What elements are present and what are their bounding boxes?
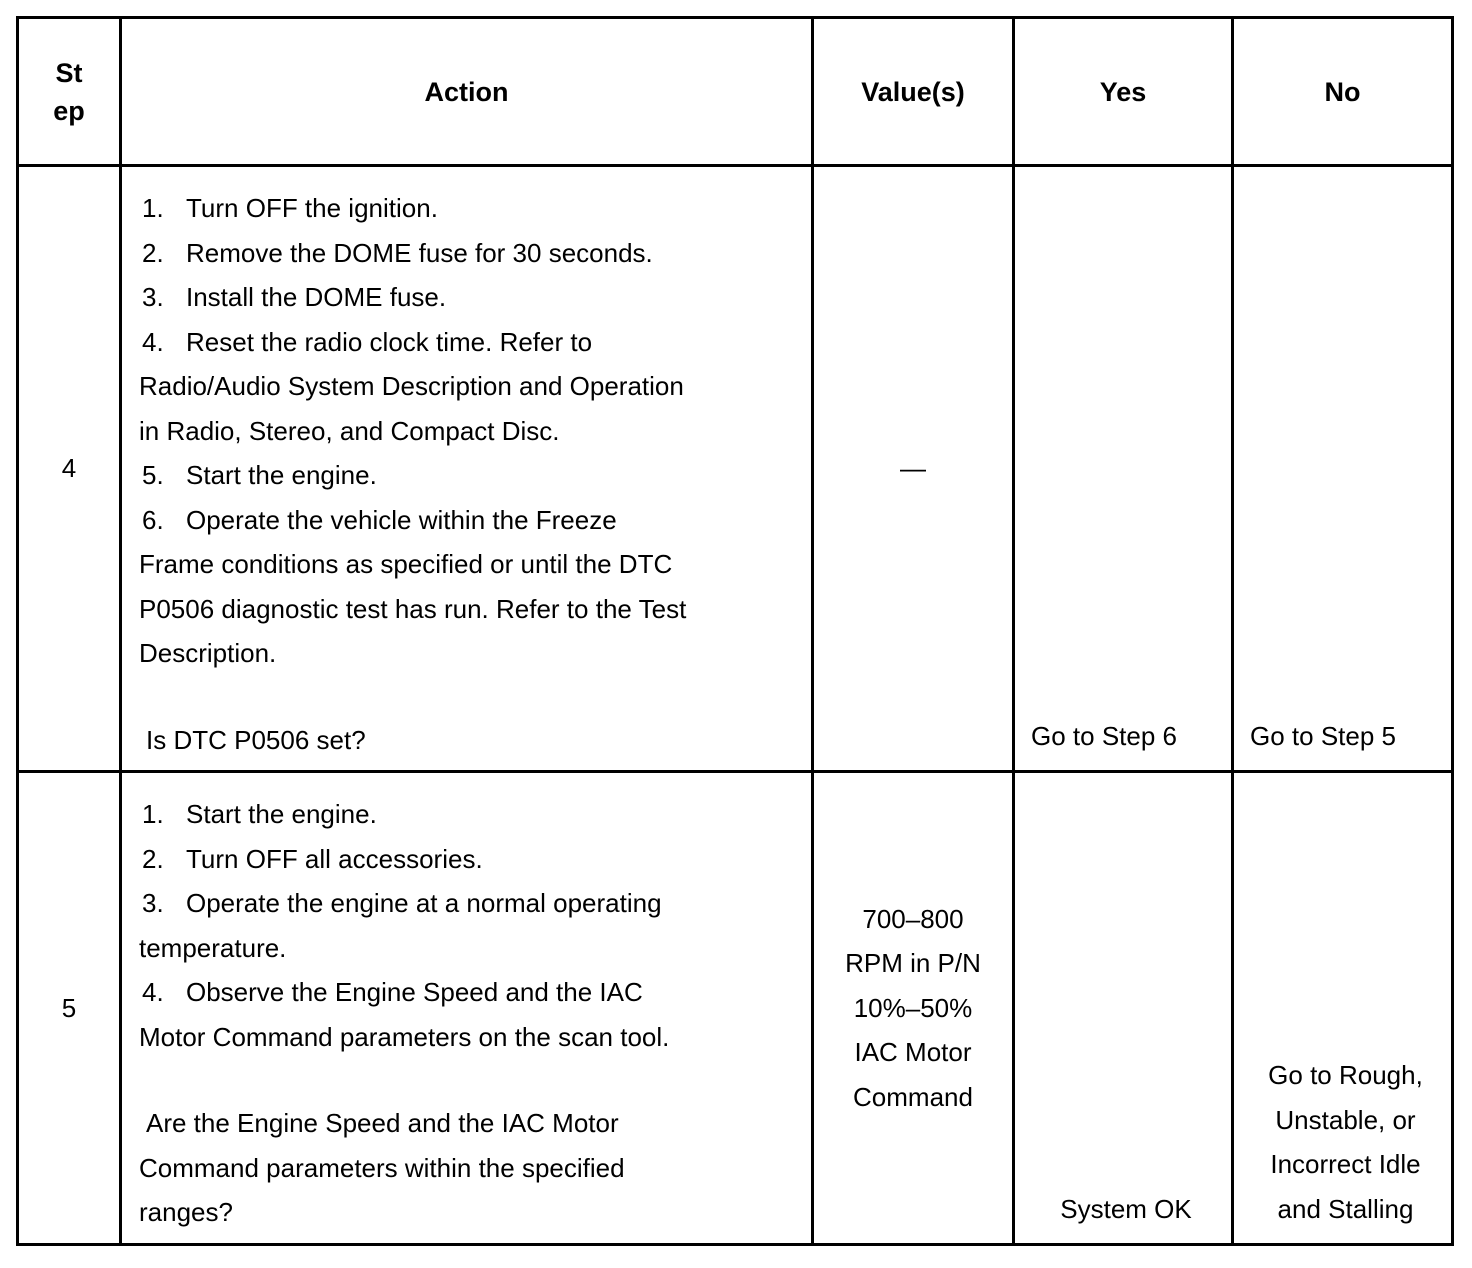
action-num: 3.: [142, 282, 164, 312]
no-cell: [1233, 772, 1453, 1245]
value-line: 10%–50%: [853, 992, 973, 1023]
action-item: [139, 231, 799, 276]
question-text: Is DTC P0506 set?: [146, 724, 366, 755]
action-item: [139, 970, 799, 1015]
action-num: 6.: [142, 504, 164, 535]
value-line: IAC Motor: [854, 1037, 972, 1068]
question-text: Are the Engine Speed and the IAC Motor: [146, 1108, 619, 1138]
action-item: [139, 498, 799, 543]
action-num: 4.: [142, 977, 164, 1007]
action-item: [139, 792, 799, 837]
action-text: Observe the Engine Speed and the IAC: [186, 977, 643, 1007]
action-num: 5.: [142, 460, 164, 490]
no-cell: [1233, 166, 1453, 772]
header-row: [18, 18, 1453, 166]
header-step-line2: ep: [53, 95, 85, 126]
action-num: 2.: [142, 843, 164, 874]
value-line: RPM in P/N: [845, 948, 981, 979]
action-text: Turn OFF all accessories.: [186, 843, 483, 874]
action-item: [139, 320, 799, 365]
action-item: [139, 186, 799, 231]
action-item-continuation: P0506 diagnostic test has run. Refer to the Test: [139, 593, 687, 624]
value-cell: [813, 772, 1014, 1245]
value-line: 700–800: [862, 903, 964, 934]
action-text: Operate the engine at a normal operating: [186, 888, 662, 918]
header-yes: Yes: [1014, 18, 1233, 166]
action-num: 1.: [142, 193, 164, 223]
action-text: Install the DOME fuse.: [186, 282, 447, 312]
yes-text: Go to Step 6: [1031, 720, 1177, 751]
yes-cell: [1014, 166, 1233, 772]
no-text: and Stalling: [1277, 1193, 1414, 1224]
action-item-continuation: Motor Command parameters on the scan tool.: [139, 1021, 670, 1052]
value-line: Command: [853, 1081, 973, 1112]
action-num: 3.: [142, 888, 164, 918]
action-item-continuation: Radio/Audio System Description and Operation: [139, 371, 684, 401]
header-action: Action: [121, 18, 813, 166]
header-no: No: [1233, 18, 1453, 166]
yes-text: System OK: [1060, 1193, 1192, 1224]
no-text: Go to Rough,: [1268, 1060, 1423, 1090]
action-item-continuation: Frame conditions as specified or until the DTC: [139, 549, 673, 579]
header-step: [18, 18, 121, 166]
no-text: Go to Step 5: [1250, 720, 1396, 751]
action-item: [139, 275, 799, 320]
spacer: [139, 676, 799, 718]
action-item: [139, 453, 799, 498]
table-row-step-5: [18, 772, 1453, 1245]
header-step-line1: St: [55, 57, 83, 88]
action-num: 2.: [142, 237, 164, 268]
diagnostic-table: [16, 16, 1454, 1246]
no-text: Incorrect Idle: [1270, 1149, 1421, 1179]
spacer: [139, 1059, 799, 1101]
question-text: Command parameters within the specified: [139, 1152, 625, 1183]
action-item: [139, 881, 799, 926]
action-text: Start the engine.: [186, 460, 377, 490]
table-row-step-4: [18, 166, 1453, 772]
step-number: 5: [18, 772, 121, 1245]
action-item-continuation: in Radio, Stereo, and Compact Disc.: [139, 415, 560, 446]
header-values: Value(s): [813, 18, 1014, 166]
action-text: Operate the vehicle within the Freeze: [186, 504, 617, 535]
action-text: Turn OFF the ignition.: [186, 193, 438, 223]
action-num: 4.: [142, 326, 164, 357]
action-item-continuation: temperature.: [139, 932, 287, 963]
value-cell: [813, 166, 1014, 772]
step-number: 4: [18, 166, 121, 772]
value-line: —: [900, 453, 926, 484]
action-cell: [121, 772, 813, 1245]
action-text: Reset the radio clock time. Refer to: [186, 326, 593, 357]
action-text: Remove the DOME fuse for 30 seconds.: [186, 237, 653, 268]
no-text: Unstable, or: [1275, 1104, 1416, 1135]
action-num: 1.: [142, 799, 164, 829]
action-text: Start the engine.: [186, 799, 377, 829]
yes-cell: [1014, 772, 1233, 1245]
action-item-continuation: Description.: [139, 638, 277, 668]
action-cell: [121, 166, 813, 772]
action-item: [139, 837, 799, 882]
question-text: ranges?: [139, 1197, 233, 1227]
